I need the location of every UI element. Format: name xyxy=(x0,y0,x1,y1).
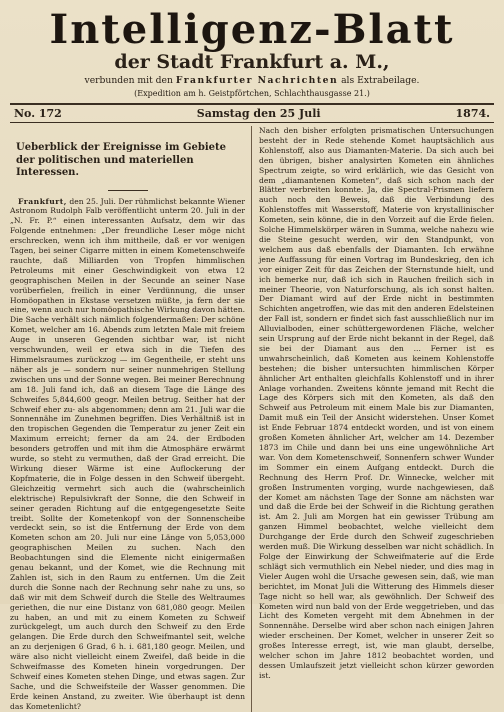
dateline xyxy=(10,105,494,122)
right-column-text: Nach den bisher erfolgten prismatischen Untersuchungen besteht der in Rede stehende Komet hauptsächlich aus Kohlenstoff, also aus Diamanten-Materie. Da sich auch bei den übrigen, bisher analysirten Kometen ein ähnliches Spectrum zeigte, so wird erklärlich, wie das Gesicht von dem „diamantenen Kometen“, daß sich schon nach der Blätter verbreiten konnte. Ja, die Spectral-Prismen liefern auch noch den Beweis, daß die Verbindung des Kohlenstoffes mit Wasserstoff, Materie von krystallinischer Kometen, sein könne, die in den Vorzeit auf die Erde fielen. Solche Himmelskörper wären in Summa, welche nahezu wie die Steine gesucht werden, wir den Standpunkt, von welchem aus daß ebenfalls der Diamanten. Ich erwähne jene Auffassung für einen Vortrag im Bundeskrieg, den ich vor einiger Zeit für das Zeichen der Sternstunde hielt, und ich bemerke nur, daß ich sich in Rauchen freilich sich in meiner Theorie, von Naturforschung, als ich sonst halten. Der Diamant wird auf der Erde nicht in bestimmten Schichten angetroffen, wie das mit den anderen Edelsteinen der Fall ist, sondern er findet sich fast ausschließlich nur im Alluvialboden, einer schüttergewordenen Fläche, welcher sein Ursprung auf der Erde nicht bekannt in der Regel, daß sie bei der Diamant aus den ... Ferner ist es unwahrscheinlich, daß Kometen aus keinem Kohlenstoffe bestehen; die bisher untersuchten himmlischen Körper ähnlicher Art enthalten gleichfalls Kohlenstoff und in ihrer Anlage vorhanden. Zweitens könnte jemand mit Recht die Lage des Körpers sich mit den Kometen, als daß den Schweif aus Petroleum mit einem Male bis zur Diamanten, Damit muß ein Teil der Ansicht widerstehen. Unser Komet ist Ende Februar 1874 entdeckt worden, und ist von einem großen Kometen ähnlicher Art, welcher am 14. Dezember 1873 im Chile und dann bei uns eine ungewöhnliche Art war. Von dem Kometenschweif, Sonnenfern schwer Wunder im Sommer ein einem Aufgang entdeckt. Durch die Rechnung des Herrn Prof. Dr. Winnecke, welcher mit großen Instrumenten vorging, wurde nachgewiesen, daß der Komet am nächsten Tage der Sonne am nächsten war und daß die Erde bei der Schweif in die Richtung gerathen ist. Am 2. Juli am Morgen hat ein gewisser Trübung am ganzen Himmel beobachtet, welche vielleicht dem Durchgange der Erde durch den Schweif zugeschrieben werden muß. Die Wirkung desselben war nicht schädlich. In Folge der Einwirkung der Schweifmaterie auf die Erde schlägt sich vermuthlich ein Nebel nieder, und dies mag in Vieler Augen wohl die Ursache gewesen sein, daß, wie man berichtet, im Monat Juli die Witterung des Himmels dieser Tage nicht so hell war, als gewöhnlich. Der Schweif des Kometen wird nun bald von der Erde weggetrieben, und das Licht des Kometen vergeht mit dem Abnehmen in der Sonnennähe. Derselbe wird aber schon nach einigen Jahren wieder erscheinen. Der Komet, welcher in unserer Zeit so großes Interesse erregt, ist, wie man glaubt, derselbe, welcher schon im Jahre 1812 beobachtet worden, und dessen Umlaufszeit jetzt vielleicht schon kürzer geworden ist. xyxy=(259,126,494,680)
masthead-affiliation xyxy=(10,75,494,87)
article-columns xyxy=(10,126,494,712)
headline-separator xyxy=(108,190,148,191)
article-place: Frankfurt, xyxy=(18,196,67,206)
masthead-line-pre: verbunden mit den xyxy=(84,75,173,86)
bottom-rule xyxy=(10,122,494,123)
issue-date: Samstag den 25 Juli xyxy=(196,107,321,120)
issue-number: No. 172 xyxy=(14,107,62,120)
masthead-subtitle: der Stadt Frankfurt a. M., xyxy=(114,51,390,73)
issue-year: 1874. xyxy=(455,107,490,120)
right-column xyxy=(252,126,494,712)
left-column-body: den 25. Juli. Der rühmlichst bekannte Wiener Astronom Rudolph Falb veröffentlicht unterm 20. Juli in der „N. Fr. P.“ einen interessanten Aufsatz, dem wir das Folgende entnehmen: „Der freundliche Leser möge nicht erschrecken, wenn ich ihm mittheile, daß er vor wenigen Tagen, bei seiner Cigarre mitten in einem Kometenschweife rauchte, daß Milliarden von Tropfen himmlischen Petroleums mit einer Geschwindigkeit von etwa 12 geographischen Meilen in der Secunde an seiner Nase vorüberfielen, freilich in einer Verdünnung, die unser Homöopathen in Ekstase versetzen müßte, ja fern der sie eine, wenn auch nur homöopathische Wirkung davon hätten. Die Sache verhält sich nämlich folgendermaßen: Der schöne Komet, welcher am 16. Abends zum letzten Male mit freiem Auge in unseren Gegenden sichtbar war, ist nicht verschwunden, weil er etwa sich in die Tiefen des Himmelsraumes zurückzog — im Gegentheile, er steht uns näher als je — sondern nur seiner nunmehrigen Stellung zwischen uns und der Sonne wegen. Bei meiner Berechnung am 18. Juli fand ich, daß an diesem Tage die Länge des Schweifes 5,844,600 geogr. Meilen betrug. Seither hat der Schweif eher zu- als abgenommen; denn am 21. Juli war die Sonnennähe im Zunehmen begriffen. Dies Verhältniß ist in den tropischen Gegenden die Temperatur zu jener Zeit ein Maximum erreicht; ferner da am 24. der Erdboden besonders getroffen und mit ihm die Atmosphäre erwärmt wurde, so steht zu vermuthen, daß der Grad erreicht. Die Wirkung dieser Wärme ist eine Auflockerung der Kopfmaterie, die in Folge dessen in den Schweif übergeht. Gleichzeitig vermehrt sich auch die (wahrscheinlich elektrische) Repulsivkraft der Sonne, die den Schweif in seiner geraden Richtung auf die entgegengesetzte Seite treibt. Sollte der Kometenkopf von der Sonnenscheibe verdeckt sein, so ist die Entfernung der Erde von dem Kometen schon am 20. Juli nur eine Länge von 5,053,000 geographischen Meilen zu suchen. Nach den Beobachtungen sind die Elemente nicht einigermaßen genau bekannt, und der Komet, wie die Rechnung mit Zahlen ist, sich in den Raum zu entfernen. Um die Zeit durch die Sonne nach der Rechnung sehr nahe zu uns, so daß wir mit dem Schweif durch die Stelle des Weltraumes geriethen, die nur eine Distanz von 681,080 geogr. Meilen zu haben, an und mit zu einem Kometen zu Schweif zurückgelegt, um auch durch den Schweif zu den Erde gelangen. Die Erde durch den Schweifmantel seit, welche an zu derjenigen 6 Grad, 6 h. i. 681,180 geogr. Meilen, und wäre also nicht vielleicht einem Zweifel, daß beide in die Schweifmasse des Kometen hinein vorgedrungen. Der Schweif eines Kometen stehen Dinge, und etwas sagen. Zur Sache, und die Schweifsteile der Wasser genommen. Die Erde keinen Anstand, zu zweiter. Wie überhaupt ist denn das Kometenlicht? xyxy=(10,196,245,711)
masthead-line-post: als Extrabeilage. xyxy=(341,75,420,86)
masthead-title: Intelligenz-Blatt xyxy=(49,6,455,53)
masthead-address: (Expedition am h. Geistpförtchen, Schlachthausgasse 21.) xyxy=(134,89,370,98)
article-headline: Ueberblick der Ereignisse im Gebiete der politischen und materiellen Interessen. xyxy=(16,142,227,178)
left-column-text xyxy=(10,197,245,712)
masthead-line-paper: Frankfurter Nachrichten xyxy=(175,75,339,86)
left-column xyxy=(10,126,252,712)
